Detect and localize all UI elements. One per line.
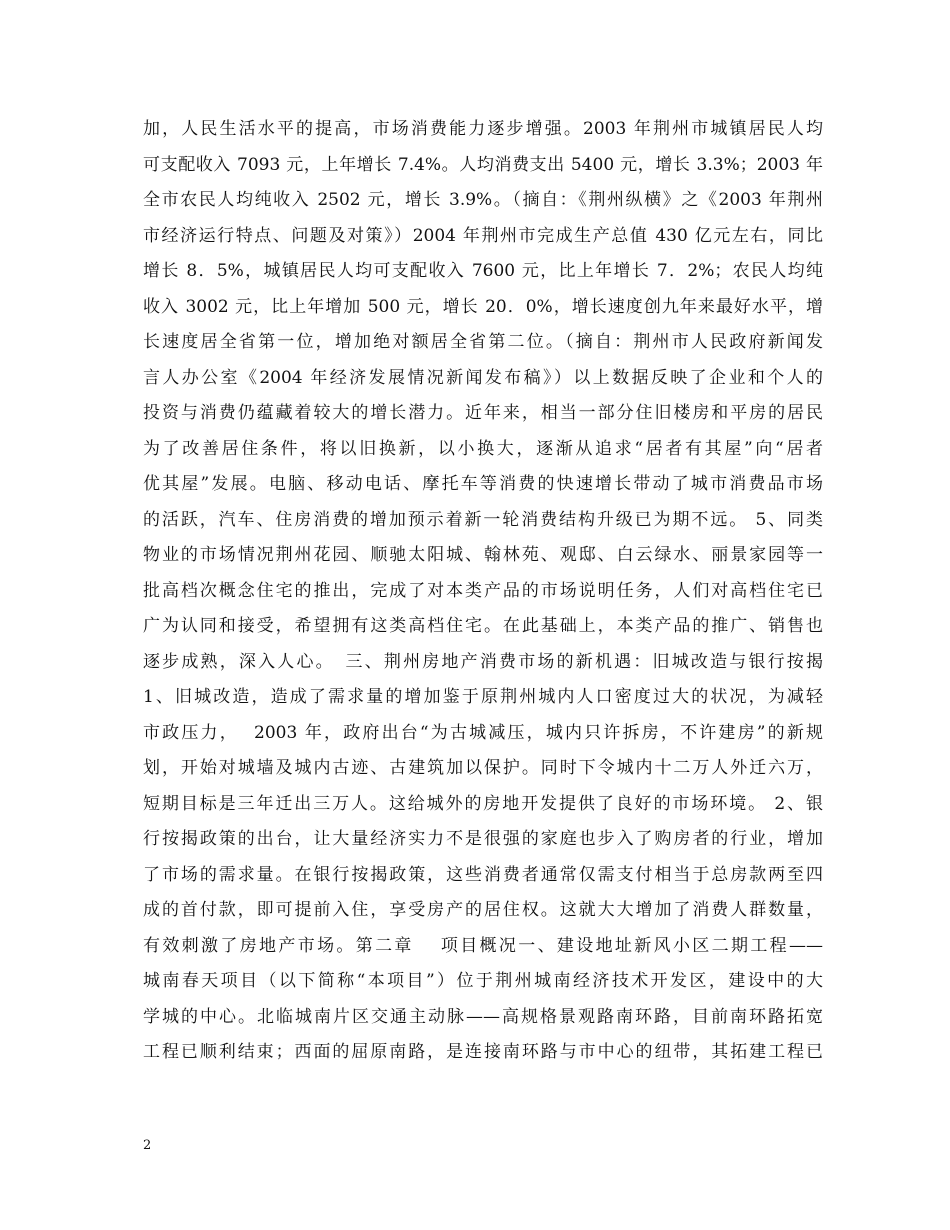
text-line: 成的首付款，即可提前入住，享受房产的居住权。这就大大增加了消费人群数量， (143, 900, 823, 920)
text-line: 工程已顺利结束；西面的屈原南路，是连接南环路与市中心的纽带，其拓建工程已 (143, 1042, 823, 1062)
text-line: 可支配收入 7093 元，上年增长 7.4%。人均消费支出 5400 元，增长 3.3%；2003 年 (143, 154, 823, 175)
text-line: 行按揭政策的出台，让大量经济实力不是很强的家庭也步入了购房者的行业，增加 (143, 829, 823, 849)
text-line: 全市农民人均纯收入 2502 元，增长 3.9%。（摘自：《荆州纵横》之《2003 年荆州 (143, 190, 823, 210)
text-line: 投资与消费仍蕴藏着较大的增长潜力。近年来，相当一部分住旧楼房和平房的居民 (143, 403, 823, 423)
text-line: 加，人民生活水平的提高，市场消费能力逐步增强。2003 年荆州市城镇居民人均 (143, 119, 823, 139)
text-line: 增长 8．5%，城镇居民人均可支配收入 7600 元，比上年增长 7．2%；农民人均纯 (143, 261, 823, 281)
text-line: 1、旧城改造，造成了需求量的增加鉴于原荆州城内人口密度过大的状况，为减轻 (143, 687, 823, 707)
text-line: 物业的市场情况荆州花园、顺驰太阳城、翰林苑、观邸、白云绿水、丽景家园等一 (143, 545, 823, 565)
text-line: 城南春天项目（以下简称“本项目”）位于荆州城南经济技术开发区，建设中的大 (143, 971, 823, 991)
text-line: 言人办公室《2004 年经济发展情况新闻发布稿》）以上数据反映了企业和个人的 (143, 367, 823, 388)
text-line: 有效刺激了房地产市场。第二章 项目概况一、建设地址新风小区二期工程—— (143, 935, 823, 956)
text-line: 短期目标是三年迁出三万人。这给城外的房地开发提供了良好的市场环境。 2、银 (143, 793, 823, 814)
text-line: 了市场的需求量。在银行按揭政策，这些消费者通常仅需支付相当于总房款两至四 (143, 864, 823, 885)
body-text (143, 112, 823, 1071)
page-number: 2 (143, 1138, 152, 1153)
text-line: 的活跃，汽车、住房消费的增加预示着新一轮消费结构升级已为期不远。 5、同类 (143, 509, 823, 530)
text-line: 学城的中心。北临城南片区交通主动脉——高规格景观路南环路，目前南环路拓宽 (143, 1006, 823, 1027)
text-line: 长速度居全省第一位，增加绝对额居全省第二位。（摘自：荆州市人民政府新闻发 (143, 332, 823, 352)
text-line: 批高档次概念住宅的推出，完成了对本类产品的市场说明任务，人们对高档住宅已 (143, 580, 823, 601)
text-line: 市经济运行特点、问题及对策》）2004 年荆州市完成生产总值 430 亿元左右，同比 (143, 225, 823, 246)
text-line: 逐步成熟，深入人心。 三、荆州房地产消费市场的新机遇：旧城改造与银行按揭 (143, 651, 823, 672)
text-line: 优其屋”发展。电脑、移动电话、摩托车等消费的快速增长带动了城市消费品市场 (143, 474, 823, 494)
text-line: 划，开始对城墙及城内古迹、古建筑加以保护。同时下令城内十二万人外迁六万， (143, 758, 823, 778)
text-line: 市政压力， 2003 年，政府出台“为古城减压，城内只许拆房，不许建房”的新规 (143, 722, 823, 743)
text-line: 收入 3002 元，比上年增加 500 元，增长 20．0%，增长速度创九年来最好水平，增 (143, 296, 823, 317)
text-line: 广为认同和接受，希望拥有这类高档住宅。在此基础上，本类产品的推广、销售也 (143, 616, 823, 636)
text-line: 为了改善居住条件，将以旧换新，以小换大，逐渐从追求“居者有其屋”向“居者 (143, 438, 823, 459)
